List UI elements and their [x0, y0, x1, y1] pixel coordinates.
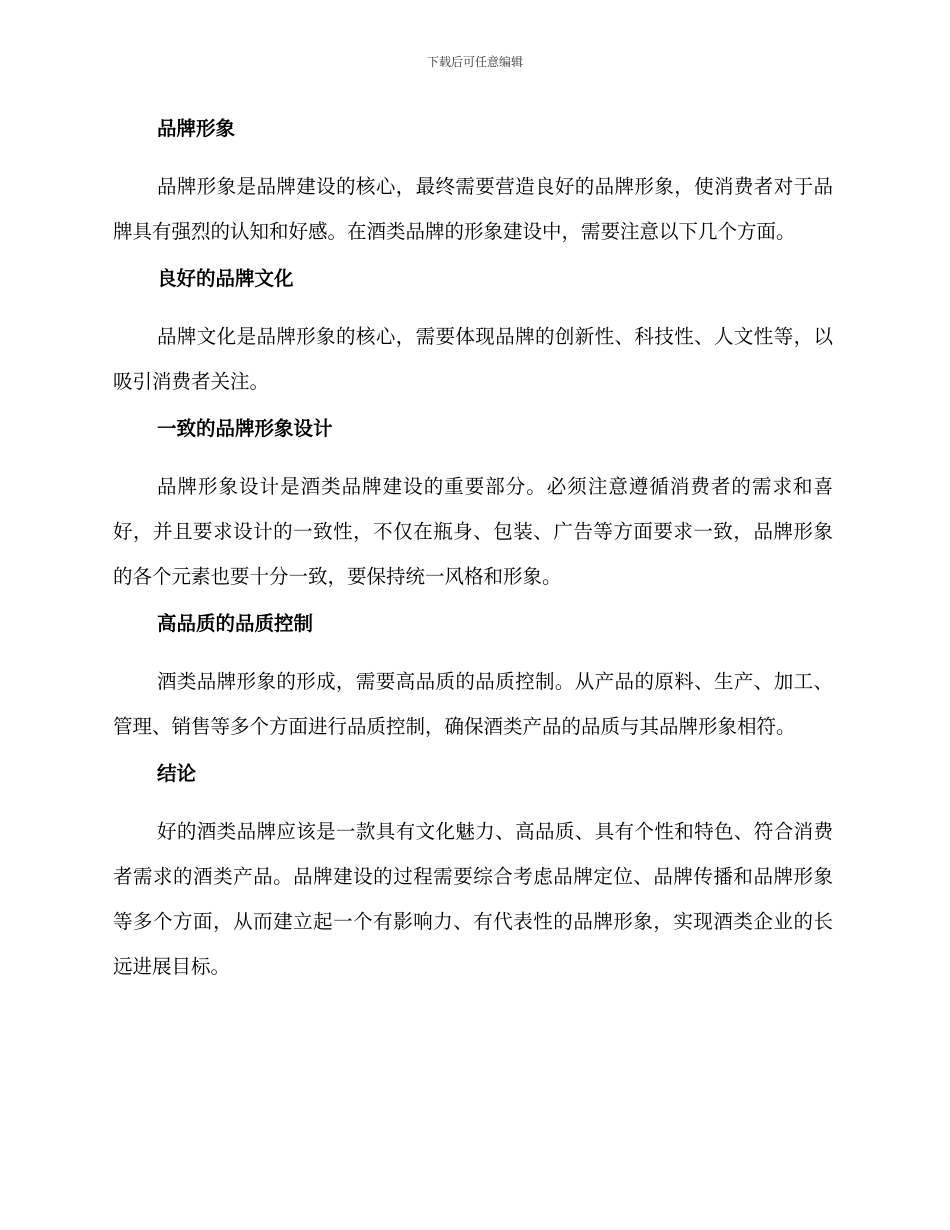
section-paragraph: 品牌文化是品牌形象的核心，需要体现品牌的创新性、科技性、人文性等，以吸引消费者关注。: [113, 325, 833, 393]
section-heading: 高品质的品质控制: [157, 612, 314, 635]
section-heading: 结论: [157, 762, 197, 785]
section-paragraph: 酒类品牌形象的形成，需要高品质的品质控制。从产品的原料、生产、加工、管理、销售等多个方面进行品质控制，确保酒类产品的品质与其品牌形象相符。: [113, 670, 833, 738]
section-heading: 一致的品牌形象设计: [157, 417, 333, 440]
section-paragraph: 品牌形象设计是酒类品牌建设的重要部分。必须注意遵循消费者的需求和喜好，并且要求设计的一致性，不仅在瓶身、包装、广告等方面要求一致，品牌形象的各个元素也要十分一致，要保持统一风格和形象。: [113, 475, 833, 588]
section-image-design: [113, 412, 833, 599]
section-quality-control: [113, 607, 833, 749]
section-conclusion: [113, 757, 833, 989]
section-paragraph: 品牌形象是品牌建设的核心，最终需要营造良好的品牌形象，使消费者对于品牌具有强烈的认知和好感。在酒类品牌的形象建设中，需要注意以下几个方面。: [113, 175, 833, 243]
section-brand-image: [113, 112, 833, 254]
section-heading: 良好的品牌文化: [157, 267, 294, 290]
section-heading: 品牌形象: [157, 117, 236, 140]
section-brand-culture: [113, 262, 833, 404]
section-paragraph: 好的酒类品牌应该是一款具有文化魅力、高品质、具有个性和特色、符合消费者需求的酒类产品。品牌建设的过程需要综合考虑品牌定位、品牌传播和品牌形象等多个方面，从而建立起一个有影响力、有代表性的品牌形象，实现酒类企业的长远进展目标。: [113, 820, 833, 978]
page-header-note: 下载后可任意编辑: [426, 55, 523, 69]
document-body: [113, 112, 833, 989]
